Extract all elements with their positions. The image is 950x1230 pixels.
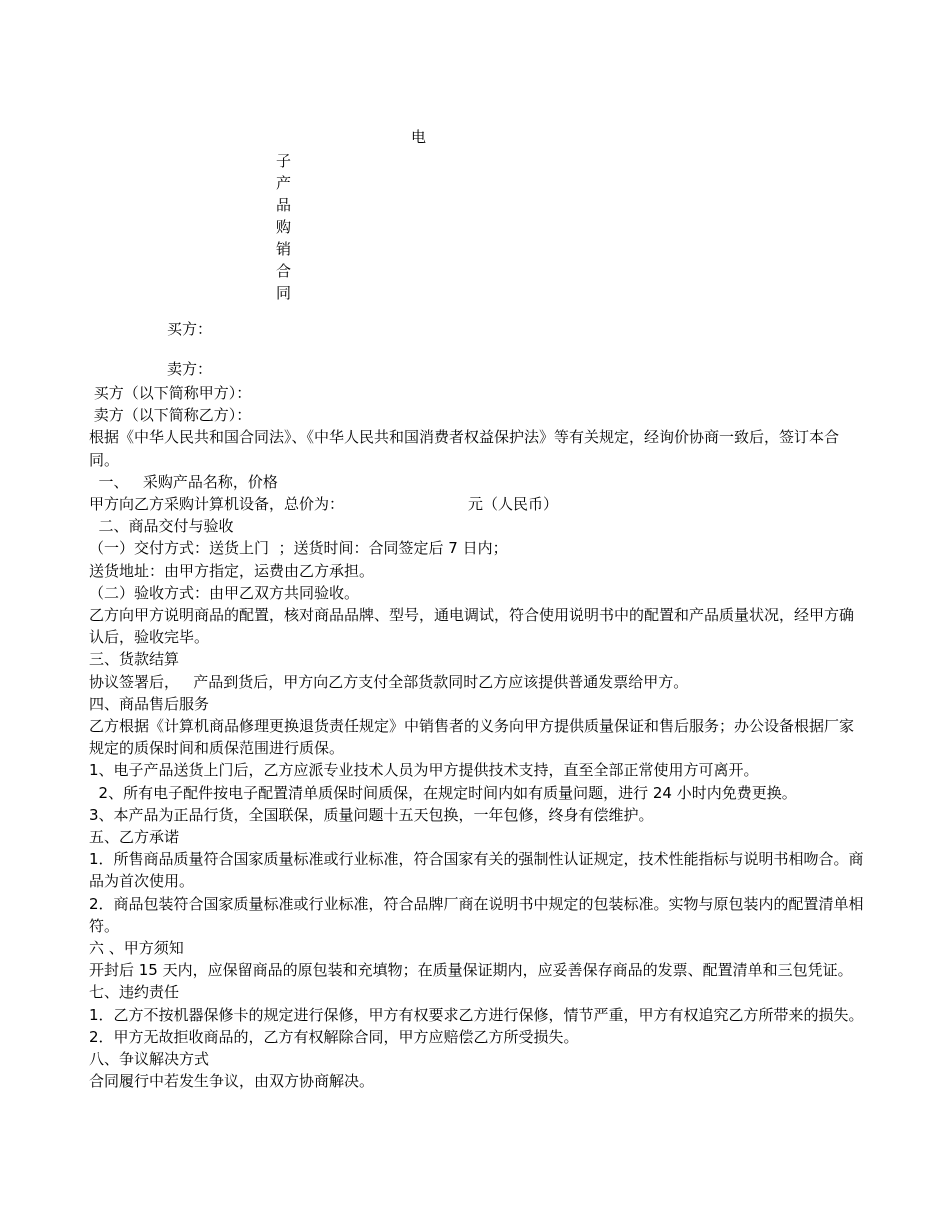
paragraph: 甲方向乙方采购计算机设备，总价为： 元（人民币） bbox=[89, 495, 558, 514]
title-char: 产 bbox=[276, 174, 292, 192]
title-char: 同 bbox=[276, 284, 292, 302]
paragraph: 协议签署后， 产品到货后，甲方向乙方支付全部货款同时乙方应该提供普通发票给甲方。 bbox=[89, 672, 689, 691]
paragraph: 乙方根据《计算机商品修理更换退货责任规定》中销售者的义务向甲方提供质量保证和售后服务；办公设备根据厂家规定的质保时间和质保范围进行质保。 bbox=[89, 717, 855, 758]
section-heading: 二、商品交付与验收 bbox=[89, 517, 234, 536]
paragraph: 根据《中华人民共和国合同法》、《中华人民共和国消费者权益保护法》等有关规定，经询价协商一致后，签订本合同。 bbox=[89, 428, 840, 469]
title-char: 购 bbox=[276, 218, 292, 236]
title-vertical bbox=[276, 150, 296, 304]
paragraph: 2、所有电子配件按电子配置清单质保时间质保，在规定时间内如有质量问题，进行 24 小时内免费更换。 bbox=[89, 783, 797, 802]
section-heading: 三、货款结算 bbox=[89, 650, 180, 669]
title-char: 品 bbox=[276, 196, 292, 214]
paragraph: 1．乙方不按机器保修卡的规定进行保修，甲方有权要求乙方进行保修，情节严重，甲方有权追究乙方所带来的损失。 bbox=[89, 1005, 864, 1024]
section-heading: 一、 采购产品名称，价格 bbox=[89, 472, 278, 491]
header-seller-label: 卖方： bbox=[167, 360, 213, 378]
paragraph: 1．所售商品质量符合国家质量标准或行业标准，符合国家有关的强制性认证规定，技术性能指标与说明书相吻合。商品为首次使用。 bbox=[89, 850, 864, 891]
title-char: 合 bbox=[276, 262, 292, 280]
paragraph: 送货地址：由甲方指定，运费由乙方承担。 bbox=[89, 561, 375, 580]
paragraph: 2．甲方无故拒收商品的，乙方有权解除合同，甲方应赔偿乙方所受损失。 bbox=[89, 1027, 579, 1046]
section-heading: 七、违约责任 bbox=[89, 983, 180, 1002]
paragraph: 2．商品包装符合国家质量标准或行业标准，符合品牌厂商在说明书中规定的包装标准。实物与原包装内的配置清单相符。 bbox=[89, 894, 864, 935]
paragraph: 开封后 15 天内，应保留商品的原包装和充填物；在质量保证期内，应妥善保存商品的发票、配置清单和三包凭证。 bbox=[89, 961, 853, 980]
section-heading: 六 、甲方须知 bbox=[89, 939, 184, 958]
contract-body bbox=[89, 382, 864, 1093]
section-heading: 五、乙方承诺 bbox=[89, 828, 180, 847]
paragraph: 买方（以下简称甲方）： bbox=[89, 384, 252, 402]
section-heading: 四、商品售后服务 bbox=[89, 694, 210, 713]
paragraph: 卖方（以下简称乙方）： bbox=[89, 406, 252, 425]
header-buyer-label: 买方： bbox=[167, 320, 213, 338]
paragraph: （二）验收方式：由甲乙双方共同验收。 bbox=[89, 583, 360, 602]
section-heading: 八、争议解决方式 bbox=[89, 1050, 210, 1069]
title-first-char: 电 bbox=[411, 128, 427, 146]
paragraph: 合同履行中若发生争议，由双方协商解决。 bbox=[89, 1072, 375, 1091]
title-char: 子 bbox=[276, 152, 292, 170]
paragraph: 1、电子产品送货上门后，乙方应派专业技术人员为甲方提供技术支持，直至全部正常使用方可离开。 bbox=[89, 761, 759, 780]
title-char: 销 bbox=[276, 240, 292, 258]
paragraph: 乙方向甲方说明商品的配置，核对商品品牌、型号，通电调试，符合使用说明书中的配置和产品质量状况，经甲方确认后，验收完毕。 bbox=[89, 606, 855, 647]
paragraph: （一）交付方式：送货上门 ；送货时间：合同签定后 7 日内； bbox=[89, 539, 508, 558]
paragraph: 3、本产品为正品行货，全国联保，质量问题十五天包换，一年包修，终身有偿维护。 bbox=[89, 805, 654, 824]
